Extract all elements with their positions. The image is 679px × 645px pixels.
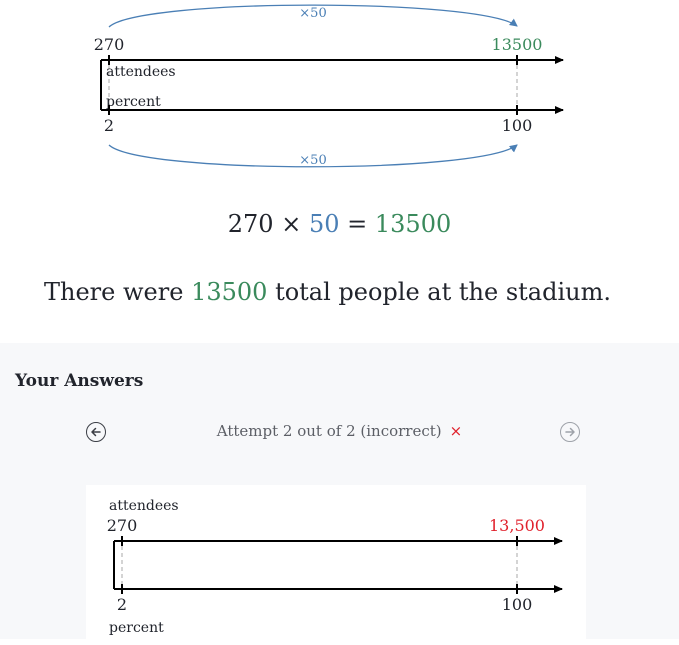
- multiplier-label-top: ×50: [299, 6, 327, 21]
- submitted-top-right-value: 13,500: [489, 516, 545, 535]
- next-attempt-button[interactable]: [560, 422, 580, 442]
- arrow-right-icon: [564, 426, 576, 438]
- incorrect-icon: ×: [449, 422, 463, 440]
- equation-times: ×: [281, 210, 302, 238]
- submitted-bottom-left-value: 2: [116, 595, 128, 614]
- sentence-before: There were: [44, 278, 184, 306]
- your-answers-title: Your Answers: [15, 371, 144, 391]
- row1-label: attendees: [106, 64, 176, 80]
- equation-b: 50: [308, 210, 340, 238]
- sentence-value: 13500: [191, 278, 268, 306]
- answer-sentence: [0, 278, 655, 306]
- sentence-after: total people at the stadium.: [275, 278, 611, 306]
- equation: [0, 210, 679, 238]
- equation-a: 270: [227, 210, 274, 238]
- submitted-row1-label: attendees: [109, 498, 179, 514]
- multiplier-label-bottom: ×50: [299, 153, 327, 168]
- submitted-top-left-value: 270: [106, 516, 138, 535]
- top-right-value: 13500: [491, 35, 543, 54]
- equation-equals: =: [347, 210, 368, 238]
- attempt-text: Attempt 2 out of 2 (incorrect): [216, 422, 442, 440]
- double-number-line-solution: [0, 0, 679, 200]
- top-left-value: 270: [93, 35, 125, 54]
- equation-result: 13500: [374, 210, 452, 238]
- bottom-left-value: 2: [103, 116, 115, 135]
- row2-label: percent: [106, 94, 161, 110]
- bottom-right-value: 100: [501, 116, 533, 135]
- submitted-row2-label: percent: [109, 620, 164, 636]
- submitted-answer-card: [86, 485, 586, 645]
- your-answers-panel: [0, 343, 679, 639]
- submitted-bottom-right-value: 100: [501, 595, 533, 614]
- double-number-line-submitted: [86, 485, 586, 639]
